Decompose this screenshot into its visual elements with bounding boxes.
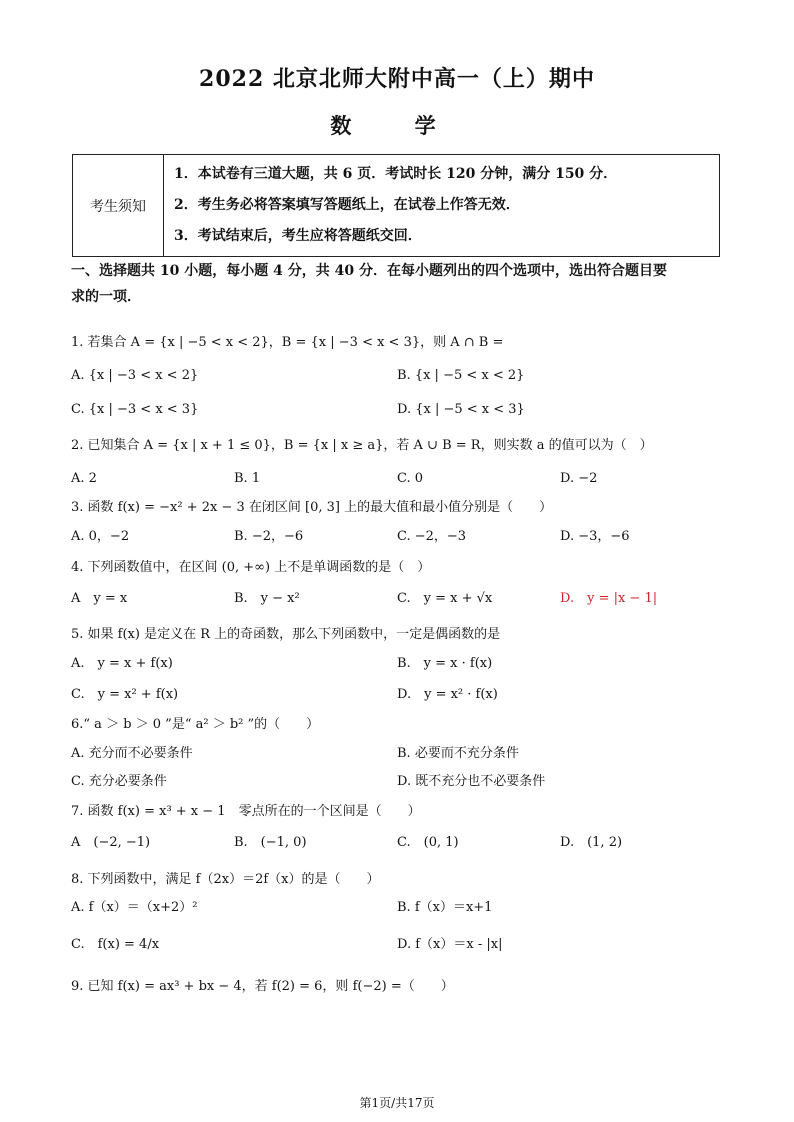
section-heading-line: 求的一项． (71, 289, 141, 305)
page-title: 2022 北京北师大附中高一（上）期中 (199, 66, 595, 92)
question-2-stem: 2. 已知集合 A = {x | x + 1 ≤ 0}，B = {x | x ≥ a}，若 A ∪ B = R，则实数 a 的值可以为（ ） (71, 438, 653, 453)
question-6-option-b[interactable]: B. 必要而不充分条件 (397, 746, 519, 761)
question-3-option-a[interactable]: A. 0，−2 (71, 529, 130, 544)
question-2-option-b[interactable]: B. 1 (234, 471, 261, 486)
question-6-option-d[interactable]: D. 既不充分也不必要条件 (397, 774, 546, 789)
question-5-option-d[interactable]: D. y = x² · f(x) (397, 687, 498, 702)
question-3-option-b[interactable]: B. −2，−6 (234, 529, 304, 544)
page-footer: 第1页/共17页 (359, 1096, 435, 1110)
notice-item: 2．考生务必将答案填写答题纸上，在试卷上作答无效． (174, 197, 520, 213)
question-5-option-a[interactable]: A. y = x + f(x) (71, 656, 173, 671)
notice-item: 3．考试结束后，考生应将答题纸交回． (174, 228, 422, 244)
subject-title: 数 学 (330, 113, 464, 138)
question-3-stem: 3. 函数 f(x) = −x² + 2x − 3 在闭区间 [0, 3] 上的最大值和最小值分别是（ ） (71, 500, 553, 515)
question-8-option-a[interactable]: A. f（x）＝（x+2）² (71, 900, 198, 915)
question-4-option-a[interactable]: A y = x (71, 591, 128, 606)
question-6-stem: 6.“ a ＞ b ＞ 0 ”是“ a² ＞ b² ”的（ ） (71, 717, 320, 732)
question-2-option-c[interactable]: C. 0 (397, 471, 424, 486)
question-4-option-b[interactable]: B. y − x² (234, 591, 300, 606)
question-4-option-d[interactable]: D. y = |x − 1| (560, 591, 658, 606)
question-5-stem: 5. 如果 f(x) 是定义在 R 上的奇函数，那么下列函数中，一定是偶函数的是 (71, 627, 501, 642)
question-7-option-d[interactable]: D. (1, 2) (560, 835, 623, 850)
question-3-option-c[interactable]: C. −2，−3 (397, 529, 467, 544)
section-heading (71, 258, 731, 310)
question-7-option-c[interactable]: C. (0, 1) (397, 835, 459, 850)
question-7-stem: 7. 函数 f(x) = x³ + x − 1 零点所在的一个区间是（ ） (71, 804, 421, 819)
question-4-stem: 4. 下列函数值中，在区间 (0, +∞) 上不是单调函数的是（ ） (71, 560, 431, 575)
question-1-option-a[interactable]: A. {x | −3 < x < 2} (71, 368, 199, 383)
question-1-stem: 1. 若集合 A = {x | −5 < x < 2}，B = {x | −3 < x < 3}，则 A ∩ B = (71, 335, 504, 350)
question-5-option-b[interactable]: B. y = x · f(x) (397, 656, 493, 671)
question-2-option-d[interactable]: D. −2 (560, 471, 598, 486)
notice-label: 考生须知 (73, 155, 164, 257)
notice-item: 1．本试卷有三道大题，共 6 页．考试时长 120 分钟，满分 150 分． (174, 166, 618, 182)
question-1-option-d[interactable]: D. {x | −5 < x < 3} (397, 402, 525, 417)
question-5-option-c[interactable]: C. y = x² + f(x) (71, 687, 179, 702)
notice-table (72, 154, 720, 257)
question-8-option-c[interactable]: C. f(x) = 4/x (71, 937, 160, 952)
question-4-option-c[interactable]: C. y = x + √x (397, 591, 493, 606)
question-1-option-b[interactable]: B. {x | −5 < x < 2} (397, 368, 525, 383)
question-3-option-d[interactable]: D. −3，−6 (560, 529, 630, 544)
question-6-option-c[interactable]: C. 充分必要条件 (71, 774, 167, 789)
question-7-option-b[interactable]: B. (−1, 0) (234, 835, 307, 850)
question-6-option-a[interactable]: A. 充分而不必要条件 (71, 746, 193, 761)
question-8-stem: 8. 下列函数中，满足 f（2x）＝2f（x）的是（ ） (71, 872, 380, 887)
section-heading-line: 一、选择题共 10 小题，每小题 4 分，共 40 分．在每小题列出的四个选项中，选出符合题目要 (71, 263, 667, 279)
question-2-option-a[interactable]: A. 2 (71, 471, 97, 486)
notice-items (164, 155, 720, 257)
question-9-stem: 9. 已知 f(x) = ax³ + bx − 4，若 f(2) = 6，则 f(−2) =（ ） (71, 979, 454, 994)
question-1-option-c[interactable]: C. {x | −3 < x < 3} (71, 402, 199, 417)
question-7-option-a[interactable]: A (−2, −1) (71, 835, 151, 850)
question-8-option-b[interactable]: B. f（x）＝x+1 (397, 900, 493, 915)
question-8-option-d[interactable]: D. f（x）＝x - |x| (397, 937, 503, 952)
